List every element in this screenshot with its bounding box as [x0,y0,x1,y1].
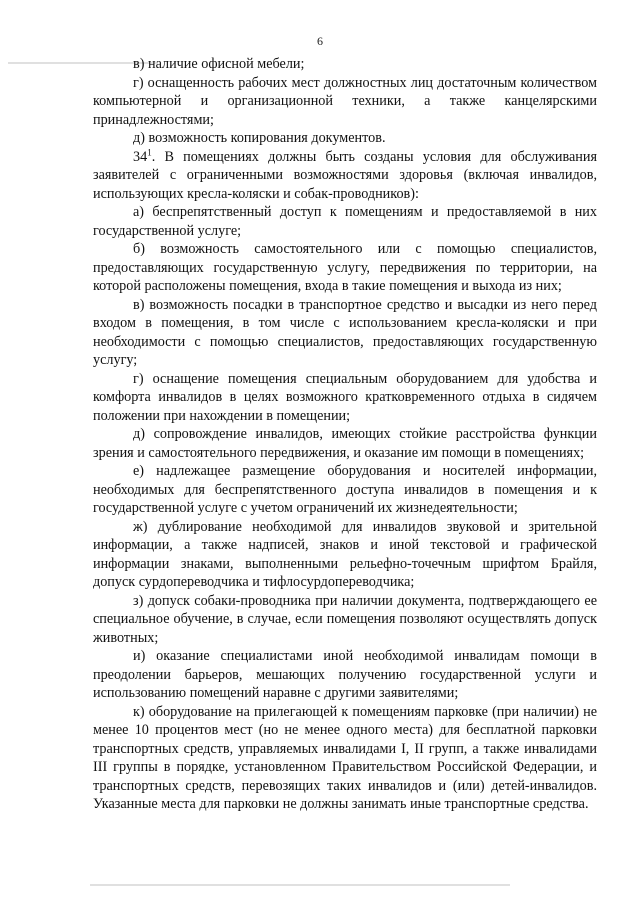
paragraph-d-copying: д) возможность копирования документов. [133,130,386,146]
section-34-1-text: . В помещениях должны быть созданы условия для обслуживания заявителей с ограниченными возможностями здоровья (включая инвалидов, использующих кресла-коляски и собак-проводников): [93,148,597,202]
item-zh: ж) дублирование необходимой для инвалидов звуковой и зрительной информации, а также надписей, знаков и иной текстовой и графической информации знаками, выполненными рельефно-точечным шрифтом Брайля, допуск сурдопереводчика и тифлосурдопереводчика; [93,518,597,590]
paragraph-g-workplaces: г) оснащенность рабочих мест должностных лиц достаточным количеством компьютерной и организационной техники, а также канцелярскими принадлежностями; [93,74,597,128]
item-b: б) возможность самостоятельного или с помощью специалистов, предоставляющих государственную услугу, передвижения по территории, на которой расположены помещения, входа в такие помещения и выхода из них; [93,241,597,294]
page-number: 6 [317,34,323,48]
scan-artifact-bottom [90,884,510,886]
item-g: г) оснащение помещения специальным оборудованием для удобства и комфорта инвалидов в целях возможного кратковременного отдыха в сидячем положении при нахождении в помещении; [93,370,597,424]
item-k: к) оборудование на прилегающей к помещениям парковке (при наличии) не менее 10 процентов мест (но не менее одного места) для бесплатной парковки транспортных средств, управляемых инвалидами I, II групп, а также инвалидами III группы в порядке, установленном Правительством Российской Федерации, и транспортных средств, перевозящих таких инвалидов и (или) детей-инвалидов. Указанные места для парковки не должны занимать иные транспортные средства. [93,703,597,812]
item-v: в) возможность посадки в транспортное средство и высадки из него перед входом в помещения, в том числе с использованием кресла-коляски и при необходимости с помощью специалистов, предоставляющих государственную услугу; [93,296,597,368]
section-number: 34 [133,148,148,165]
paragraph-v-furniture: в) наличие офисной мебели; [133,56,305,72]
item-z: з) допуск собаки-проводника при наличии документа, подтверждающего ее специальное обучение, в случае, если помещения позволяют осуществлять допуск животных; [93,592,597,646]
section-34-1 [93,148,597,204]
document-body [93,55,597,814]
item-e: е) надлежащее размещение оборудования и носителей информации, необходимых для беспрепятственного доступа инвалидов в помещения и к государственной услуге с учетом ограничений их жизнедеятельности; [93,463,597,516]
item-a: а) беспрепятственный доступ к помещениям и предоставляемой в них государственной услуге; [93,204,597,239]
section-superscript: 1 [147,146,152,157]
item-i: и) оказание специалистами иной необходимой инвалидам помощи в преодолении барьеров, мешающих получению государственной услуги и использованию помещений наравне с другими заявителями; [93,648,597,701]
item-d: д) сопровождение инвалидов, имеющих стойкие расстройства функции зрения и самостоятельного передвижения, и оказание им помощи в помещениях; [93,426,597,461]
